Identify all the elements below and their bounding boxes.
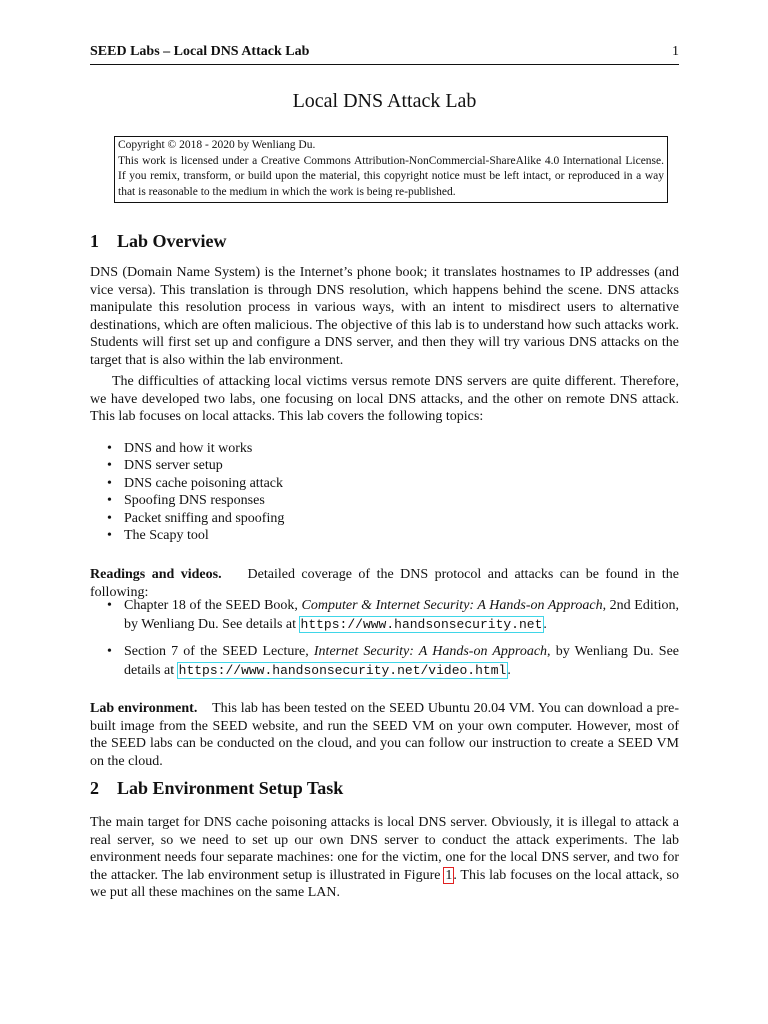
- copyright-line: Copyright © 2018 - 2020 by Wenliang Du.: [118, 139, 316, 151]
- section-number: 2: [90, 778, 99, 798]
- section-number: 1: [90, 231, 99, 251]
- list-item: • Packet sniffing and spoofing: [90, 510, 284, 527]
- section-title: Lab Overview: [117, 231, 227, 251]
- book-link[interactable]: https://www.handsonsecurity.net: [300, 616, 543, 632]
- document-title: Local DNS Attack Lab: [292, 90, 477, 112]
- list-item: • Spoofing DNS responses: [90, 492, 284, 509]
- setup-text: The main target for DNS cache poisoning attacks is local DNS server. Obviously, it is illegal to attack a real server, so we need to set up our own DNS server to conduct the attack experiments. The lab environment needs four separate machines: one for the victim, one for the local DNS server, and two for the attacker. The lab environment setup is illustrated in Figure: [90, 815, 679, 883]
- figure-link[interactable]: 1: [445, 867, 453, 883]
- setup-text: . This lab focuses on the local attack, so we put all these machines on the same LAN.: [90, 867, 680, 901]
- reference-item: • Section 7 of the SEED Lecture, Internet Security: A Hands-on Approach, by Wenliang Du. See details at https://www.handsonsecurity.net/video.html.: [107, 644, 680, 678]
- difficulties-paragraph: The difficulties of attacking local victims versus remote DNS servers are quite different. Therefore, we have developed two labs, one focusing on local DNS attacks, and the other on remote DNS attack. This lab focuses on local attacks. This lab covers the following topics:: [90, 374, 679, 425]
- readings-heading: Readings and videos.: [90, 567, 222, 582]
- environment-heading: Lab environment.: [90, 701, 198, 716]
- environment-paragraph: [90, 700, 679, 770]
- readings-text: Detailed coverage of the DNS protocol and attacks can be found in the following:: [90, 567, 680, 600]
- overview-paragraph: DNS (Domain Name System) is the Internet’s phone book; it translates hostnames to IP addresses (and vice versa). This translation is through DNS resolution, which happens behind the scene. DNS attacks manipulate this resolution process in various ways, with an intent to misdirect users to alternative destinations, which are often malicious. The objective of this lab is to understand how such attacks work. Students will first set up and configure a DNS server, and then they will try various DNS attacks on the target that is also within the lab environment.: [90, 265, 679, 368]
- ref-text: Chapter 18 of the SEED Book,: [124, 598, 302, 613]
- section-heading-2: [90, 778, 343, 799]
- book-title: Computer & Internet Security: A Hands-on Approach: [301, 598, 603, 613]
- list-item: • DNS cache poisoning attack: [90, 475, 284, 492]
- setup-paragraph: [90, 814, 679, 902]
- lecture-title: Internet Security: A Hands-on Approach: [313, 644, 548, 659]
- section-heading-1: [90, 231, 227, 252]
- section-title: Lab Environment Setup Task: [117, 778, 344, 798]
- ref-text: , by Wenliang Du. See details at: [124, 644, 680, 678]
- header-title: SEED Labs – Local DNS Attack Lab: [90, 44, 310, 59]
- list-item: • DNS server setup: [90, 457, 284, 474]
- reference-item: • Chapter 18 of the SEED Book, Computer & Internet Security: A Hands-on Approach, 2nd Edition, by Wenliang Du. See details at https://www.handsonsecurity.net.: [107, 598, 679, 632]
- license-text: This work is licensed under a Creative Commons Attribution-NonCommercial-ShareAlike 4.0 International License. If you remix, transform, or build upon the material, this copyright notice must be left intact, or reproduced in a way that is reasonable to the medium in which the work is being re-published.: [118, 154, 664, 198]
- video-link[interactable]: https://www.handsonsecurity.net/video.html: [178, 662, 507, 678]
- running-header: [90, 44, 679, 65]
- topic-list: [90, 440, 284, 544]
- ref-text: Section 7 of the SEED Lecture,: [124, 644, 314, 659]
- page-number: 1: [672, 44, 679, 59]
- readings-paragraph: [90, 566, 679, 601]
- environment-text: This lab has been tested on the SEED Ubuntu 20.04 VM. You can download a pre-built image from the SEED website, and run the SEED VM on your own computer. However, most of the SEED labs can be conducted on the cloud, and you can follow our instruction to create a SEED VM on the cloud.: [90, 701, 679, 769]
- list-item: • The Scapy tool: [90, 527, 284, 544]
- ref-text: , 2nd Edition, by Wenliang Du. See details at: [124, 598, 679, 632]
- copyright-box: [114, 136, 668, 203]
- list-item: • DNS and how it works: [90, 440, 284, 457]
